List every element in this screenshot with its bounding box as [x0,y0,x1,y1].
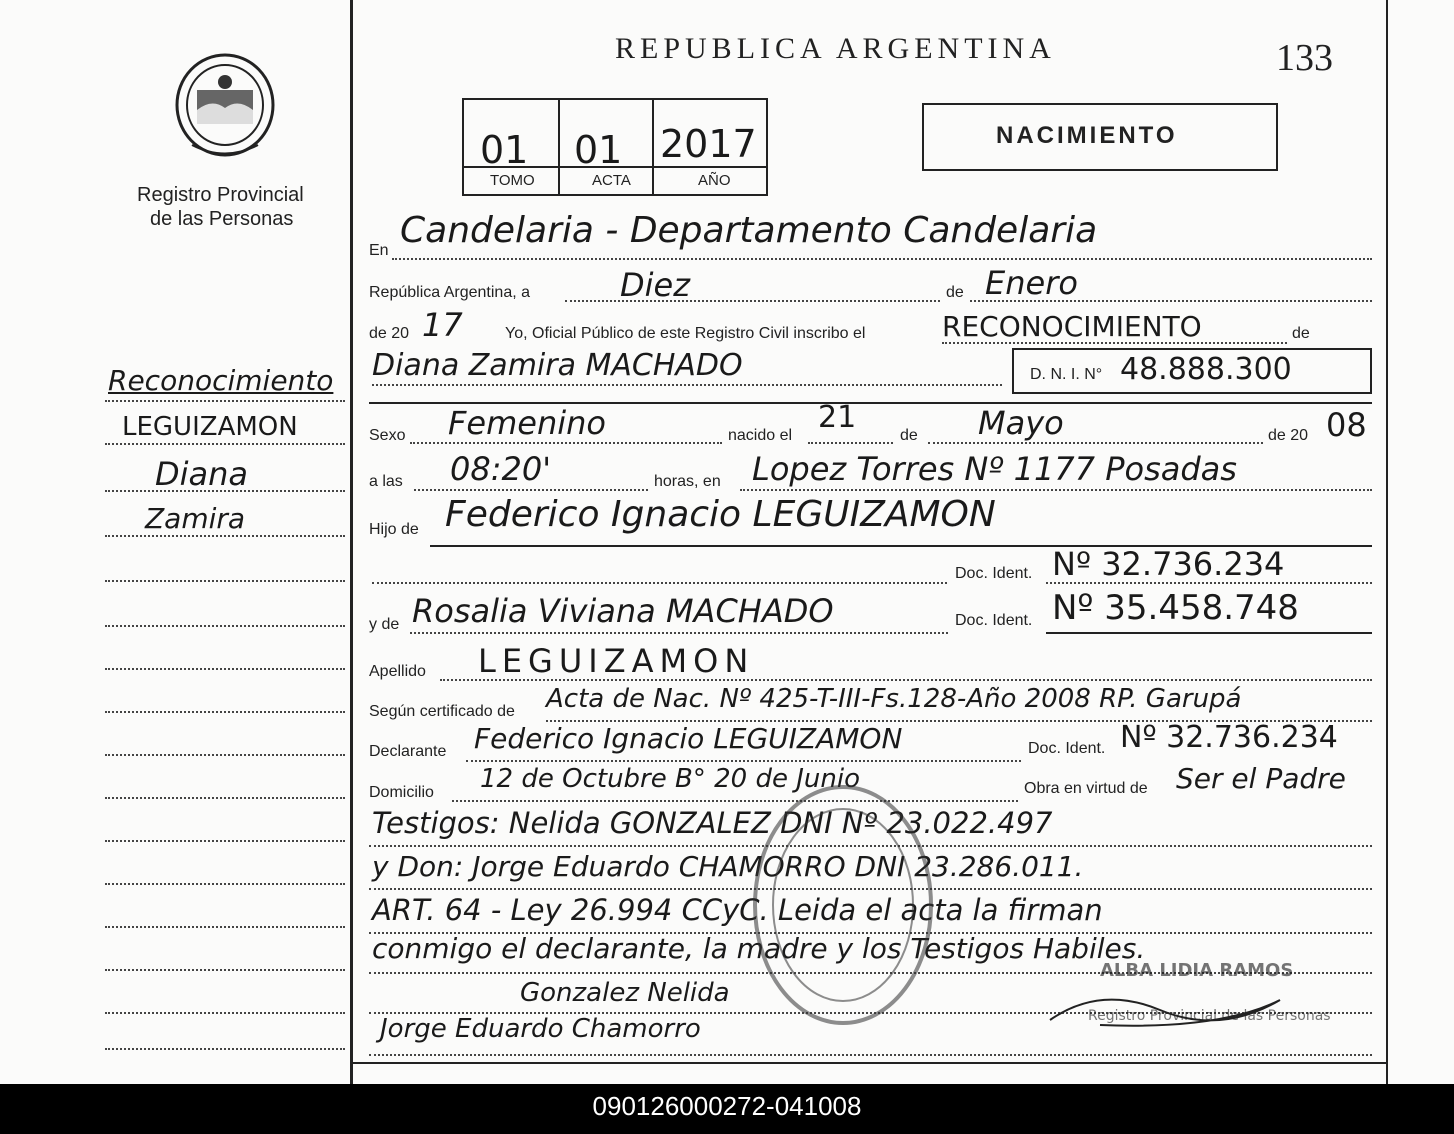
official-stamp-name: ALBA LIDIA RAMOS [1100,960,1294,981]
official-stamp-office: Registro Provincial de las Personas [1088,1008,1331,1024]
label-yde: y de [369,616,400,633]
margin-note-line2: LEGUIZAMON [122,412,298,442]
label-alas: a las [369,473,403,490]
label-horas: horas, en [654,473,721,490]
value-dni: 48.888.300 [1120,352,1292,387]
office-name-line2: de las Personas [150,208,294,230]
free-line-3: ART. 64 - Ley 26.994 CCyC. Leida el acta la firman [372,893,1103,927]
margin-note-line4: Zamira [145,502,246,535]
signature-witness-2: Jorge Eduardo Chamorro [380,1014,701,1044]
label-nacido: nacido el [728,427,793,444]
free-line-1: Testigos: Nelida GONZALEZ DNI Nº 23.022.497 [372,806,1053,840]
value-madre-doc: Nº 35.458.748 [1052,588,1299,628]
value-lugar: Candelaria - Departamento Candelaria [400,210,1098,251]
value-madre: Rosalia Viviana MACHADO [412,592,834,630]
margin-note-line1: Reconocimiento [108,364,334,397]
tomo-label: TOMO [490,172,535,189]
label-de20b: de 20 [1268,427,1309,444]
value-declarante-doc: Nº 32.736.234 [1120,720,1338,755]
official-signature-icon [1040,980,1320,1040]
anio-label: AÑO [698,172,731,189]
value-nac-dia: 21 [818,400,857,435]
acta-value: 01 [574,128,623,172]
value-padre-doc: Nº 32.736.234 [1052,545,1285,583]
label-de: de [946,284,964,301]
label-declarante: Declarante [369,743,447,760]
signature-witness-1: Gonzalez Nelida [520,978,730,1008]
official-round-stamp-icon [748,780,938,1030]
label-de20: de 20 [369,325,410,342]
value-acto: RECONOCIMIENTO [942,310,1202,343]
label-en: En [369,242,389,259]
label-hijo: Hijo de [369,521,419,538]
label-docident3: Doc. Ident. [1028,740,1106,757]
page-number: 133 [1276,37,1333,79]
value-lugar-nac: Lopez Torres Nº 1177 Posadas [752,450,1237,488]
value-obra: Ser el Padre [1176,762,1346,795]
acta-label: ACTA [592,172,631,189]
value-hora: 08:20' [450,450,552,488]
label-domicilio: Domicilio [369,784,434,801]
country-title: REPUBLICA ARGENTINA [615,32,1056,65]
label-segun: Según certificado de [369,703,515,720]
value-nac-mes: Mayo [978,404,1064,442]
right-border [1386,0,1388,1084]
value-sexo: Femenino [448,404,606,442]
value-padre: Federico Ignacio LEGUIZAMON [445,494,996,535]
margin-note-line3: Diana [155,455,249,493]
provincial-seal-icon [172,50,278,160]
label-docident2: Doc. Ident. [955,612,1033,629]
free-line-2: y Don: Jorge Eduardo CHAMORRO DNI 23.286.011. [372,850,1084,883]
label-obra: Obra en virtud de [1024,780,1148,797]
value-nac-anio: 08 [1326,406,1367,444]
value-nombre: Diana Zamira MACHADO [372,348,743,383]
barcode-number: 090126000272-041008 [0,1084,1454,1134]
anio-value: 2017 [660,122,757,166]
label-de-end: de [1292,325,1310,342]
label-dni: D. N. I. N° [1030,366,1103,383]
value-mes: Enero [985,264,1078,302]
label-republica: República Argentina, a [369,284,530,301]
record-type: NACIMIENTO [996,122,1178,149]
value-declarante: Federico Ignacio LEGUIZAMON [474,722,903,755]
label-oficial: Yo, Oficial Público de este Registro Civil inscribo el [505,325,866,342]
value-certificado: Acta de Nac. Nº 425-T-III-Fs.128-Año 2008 RP. Garupá [546,684,1242,714]
tomo-value: 01 [480,128,529,172]
value-dia: Diez [620,266,691,304]
office-name-line1: Registro Provincial [137,184,304,206]
label-sexo: Sexo [369,427,406,444]
value-apellido: LEGUIZAMON [478,642,755,680]
value-domicilio: 12 de Octubre B° 20 de Junio [480,764,860,794]
label-docident: Doc. Ident. [955,565,1033,582]
free-line-4: conmigo el declarante, la madre y los Testigos Habiles. [372,932,1146,965]
margin-divider [350,0,353,1084]
label-apellido: Apellido [369,663,426,680]
value-anio-corto: 17 [422,306,463,344]
label-de2: de [900,427,918,444]
